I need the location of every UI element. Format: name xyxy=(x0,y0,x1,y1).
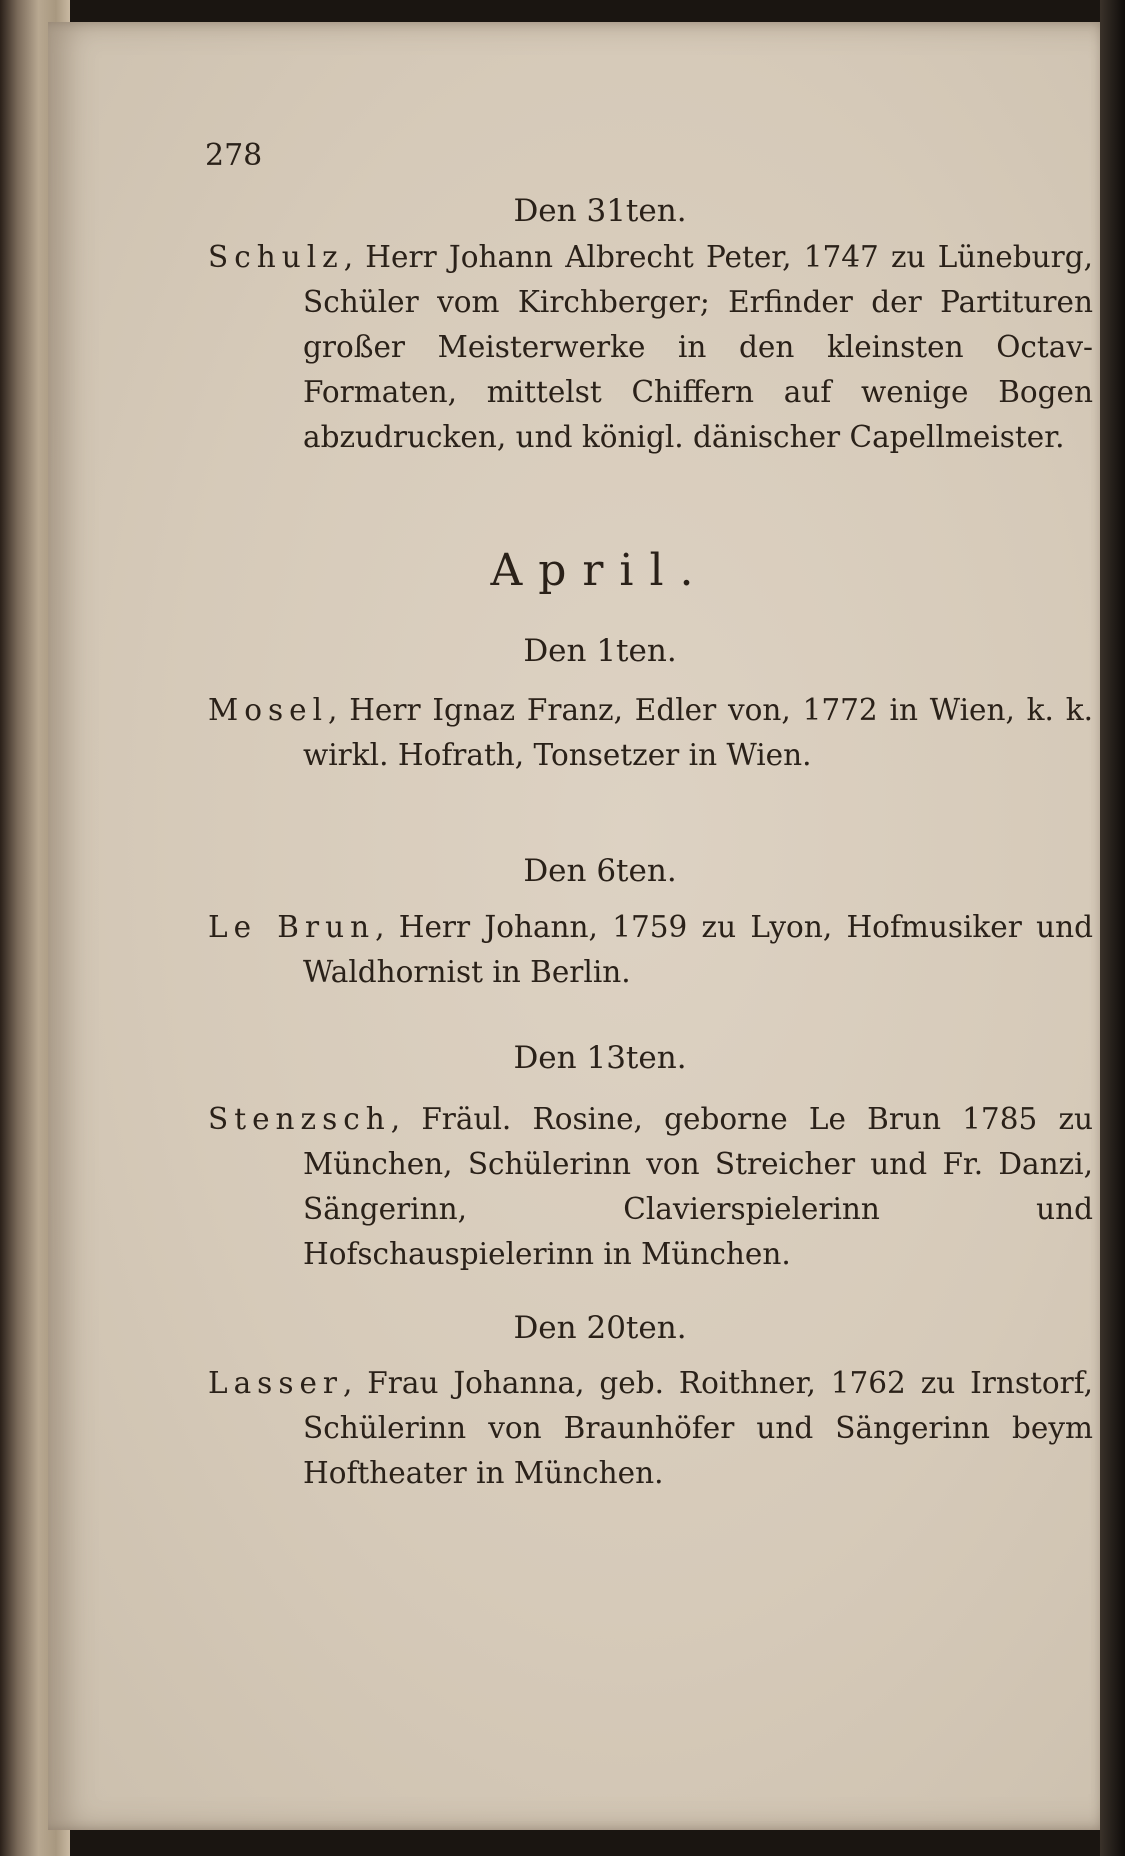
month-heading: April. xyxy=(490,545,710,596)
date-heading-6: Den 6ten. xyxy=(523,853,677,889)
date-heading-13: Den 13ten. xyxy=(513,1040,687,1076)
date-heading-31: Den 31ten. xyxy=(513,193,687,229)
entry-lasser xyxy=(208,1361,1093,1496)
entry-name: Lasser xyxy=(208,1366,344,1400)
entry-text: , Herr Johann Albrecht Peter, 1747 zu Lüneburg, Schüler vom Kirchberger; Erfinder der Partituren großer Meisterwerke in den kleinsten Octav-Formaten, mittelst Chiffern auf wenige Bogen abzudrucken, und königl. dänischer Capellmeister. xyxy=(303,240,1093,454)
entry-mosel xyxy=(208,688,1093,778)
entry-name: Stenzsch xyxy=(208,1102,391,1136)
entry-text: , Herr Johann, 1759 zu Lyon, Hofmusiker und Waldhornist in Berlin. xyxy=(303,910,1093,989)
entry-name: Mosel xyxy=(208,693,328,727)
date-heading-1: Den 1ten. xyxy=(523,633,677,669)
entry-le-brun xyxy=(208,905,1093,995)
entry-schulz xyxy=(208,235,1093,460)
page-number: 278 xyxy=(205,138,263,173)
entry-name: Le Brun xyxy=(208,910,376,944)
entry-text: , Fräul. Rosine, geborne Le Brun 1785 zu München, Schülerinn von Streicher und Fr. Danzi, Sängerinn, Clavierspielerinn und Hofschauspielerinn in München. xyxy=(303,1102,1093,1271)
entry-text: , Frau Johanna, geb. Roithner, 1762 zu Irnstorf, Schülerinn von Braunhöfer und Sängerinn beym Hoftheater in München. xyxy=(303,1366,1093,1490)
entry-name: Schulz xyxy=(208,240,344,274)
entry-stenzsch xyxy=(208,1097,1093,1277)
date-heading-20: Den 20ten. xyxy=(513,1310,687,1346)
entry-text: , Herr Ignaz Franz, Edler von, 1772 in Wien, k. k. wirkl. Hofrath, Tonsetzer in Wien. xyxy=(303,693,1093,772)
